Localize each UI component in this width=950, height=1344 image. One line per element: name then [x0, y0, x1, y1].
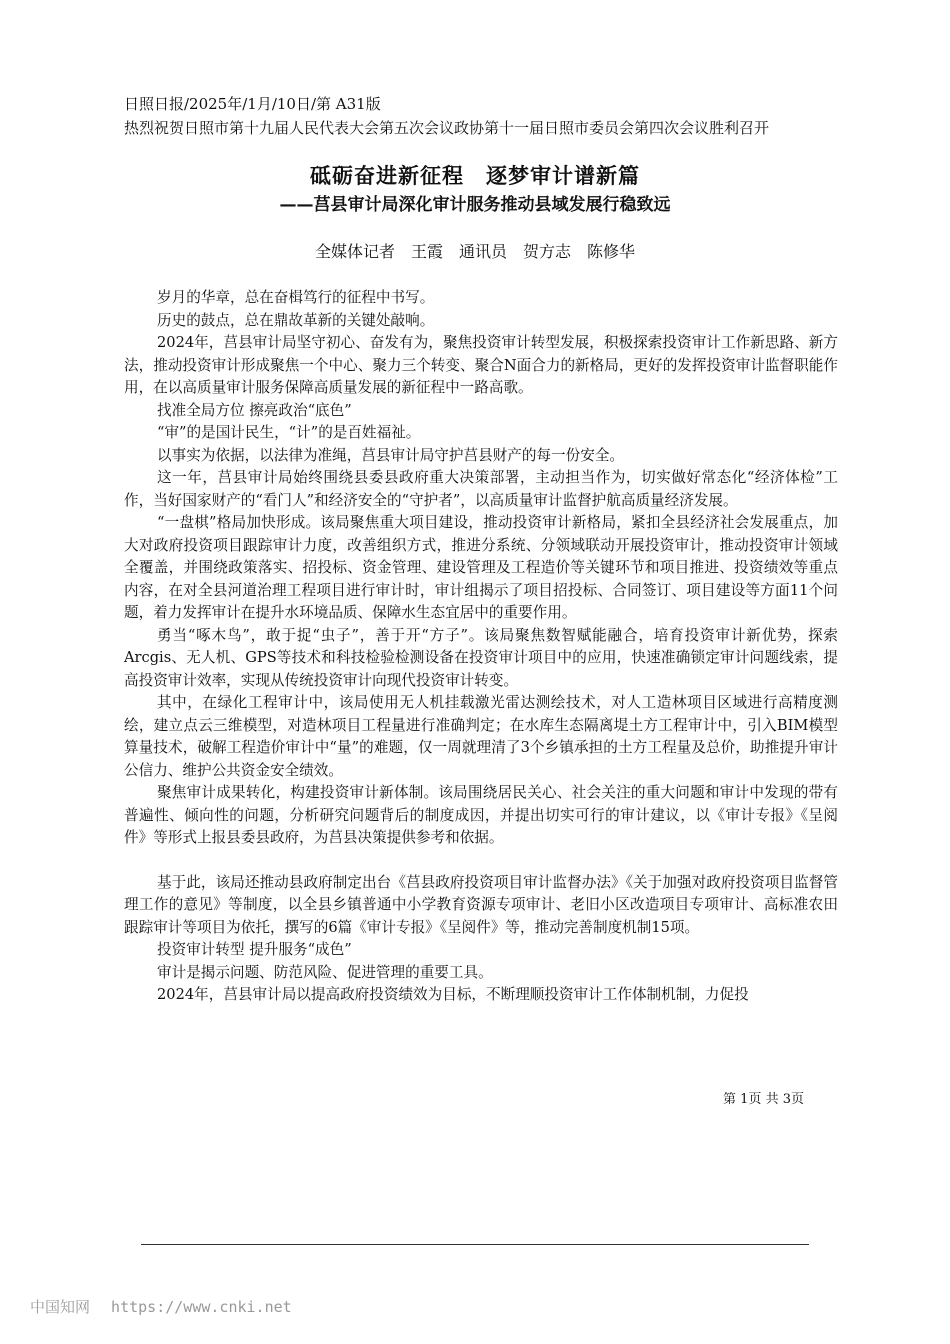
article-subtitle: ——莒县审计局深化审计服务推动县域发展行稳致远: [279, 195, 671, 215]
paragraph: 2024年，莒县审计局坚守初心、奋发有为，聚焦投资审计转型发展，积极探索投资审计工作新思路、新方法，推动投资审计形成聚焦一个中心、聚力三个转变、聚合N面合力的新格局，更好的发挥投资审计监督职能作用，在以高质量审计服务保障高质量发展的新征程中一路高歌。: [124, 334, 838, 396]
paragraph: 勇当“啄木鸟”，敢于捉“虫子”，善于开“方子”。该局聚焦数智赋能融合，培育投资审计新优势，探索Arcgis、无人机、GPS等技术和科技检验检测设备在投资审计项目中的应用，快速准确锁定审计问题线索，提高投资审计效率，实现从传统投资审计向现代投资审计转变。: [124, 626, 838, 689]
paragraph: 这一年，莒县审计局始终围绕县委县政府重大决策部署，主动担当作为，切实做好常态化“经济体检”工作，当好国家财产的“看门人”和经济安全的“守护者”，以高质量审计监督护航高质量经济发展。: [124, 469, 838, 509]
page-indicator: 第 1页 共 3页: [723, 1092, 804, 1107]
cnki-logo-text: 中国知网: [30, 1298, 91, 1316]
article-title: 砥砺奋进新征程 逐梦审计谱新篇: [310, 164, 640, 188]
paragraph: “一盘棋”格局加快形成。该局聚焦重大项目建设，推动投资审计新格局，紧扣全县经济社会发展重点，加大对政府投资项目跟踪审计力度，改善组织方式，推进分系统、分领域联动开展投资审计，推动投资审计领域全覆盖，并围绕政策落实、招投标、资金管理、建设管理及工程造价等关键环节和项目推进、投资绩效等重点内容，在对全县河道治理工程项目进行审计时，审计组揭示了项目招投标、合同签订、项目建设等方面11个问题，着力发挥审计在提升水环境品质、保障水生态宜居中的重要作用。: [124, 514, 838, 621]
paragraph: 历史的鼓点，总在鼎故革新的关键处敲响。: [157, 311, 435, 329]
section-heading: 找准全局方位 擦亮政治“底色”: [157, 401, 352, 419]
paragraph: 审计是揭示问题、防范风险、促进管理的重要工具。: [157, 963, 493, 981]
article-byline: 全媒体记者 王霞 通讯员 贺方志 陈修华: [314, 242, 635, 261]
source-line: 日照日报/2025年/1月/10日/第 A31版: [124, 95, 381, 113]
section-heading: 投资审计转型 提升服务“成色”: [157, 941, 352, 958]
footer: [30, 1296, 292, 1317]
paragraph: 岁月的华章，总在奋楫笃行的征程中书写。: [157, 289, 435, 306]
paragraph: 基于此，该局还推动县政府制定出台《莒县政府投资项目审计监督办法》《关于加强对政府投资项目监督管理工作的意见》等制度，以全县乡镇普通中小学教育资源专项审计、老旧小区改造项目专项审计、高标准农田跟踪审计等项目为依托，撰写的6篇《审计专报》《呈阅件》等，推动完善制度机制15项。: [124, 873, 838, 936]
paragraph: 聚焦审计成果转化，构建投资审计新体制。该局围绕居民关心、社会关注的重大问题和审计中发现的带有普遍性、倾向性的问题，分析研究问题背后的制度成因，并提出切实可行的审计建议，以《审计专报》《呈阅件》等形式上报县委县政府，为莒县决策提供参考和依据。: [124, 784, 838, 846]
article-body: [124, 287, 838, 1007]
cnki-url-link[interactable]: https://www.cnki.net: [111, 1298, 292, 1316]
headline-banner: 热烈祝贺日照市第十九届人民代表大会第五次会议政协第十一届日照市委员会第四次会议胜利召开: [124, 119, 770, 137]
paragraph: 以事实为依据，以法律为准绳，莒县审计局守护莒县财产的每一份安全。: [157, 446, 625, 464]
footer-divider: [141, 1244, 809, 1245]
paragraph: 2024年，莒县审计局以提高政府投资绩效为目标，不断理顺投资审计工作体制机制，力促投: [157, 986, 749, 1003]
paragraph: “审”的是国计民生，“计”的是百姓福祉。: [157, 424, 421, 441]
paragraph: 其中，在绿化工程审计中，该局使用无人机挂载激光雷达测绘技术，对人工造林项目区域进行高精度测绘，建立点云三维模型，对造林项目工程量进行准确判定；在水库生态隔离堤土方工程审计中，引入BIM模型算量技术，破解工程造价审计中“量”的难题，仅一周就理清了3个乡镇承担的土方工程量及总价，助推提升审计公信力、维护公共资金安全绩效。: [124, 694, 838, 779]
